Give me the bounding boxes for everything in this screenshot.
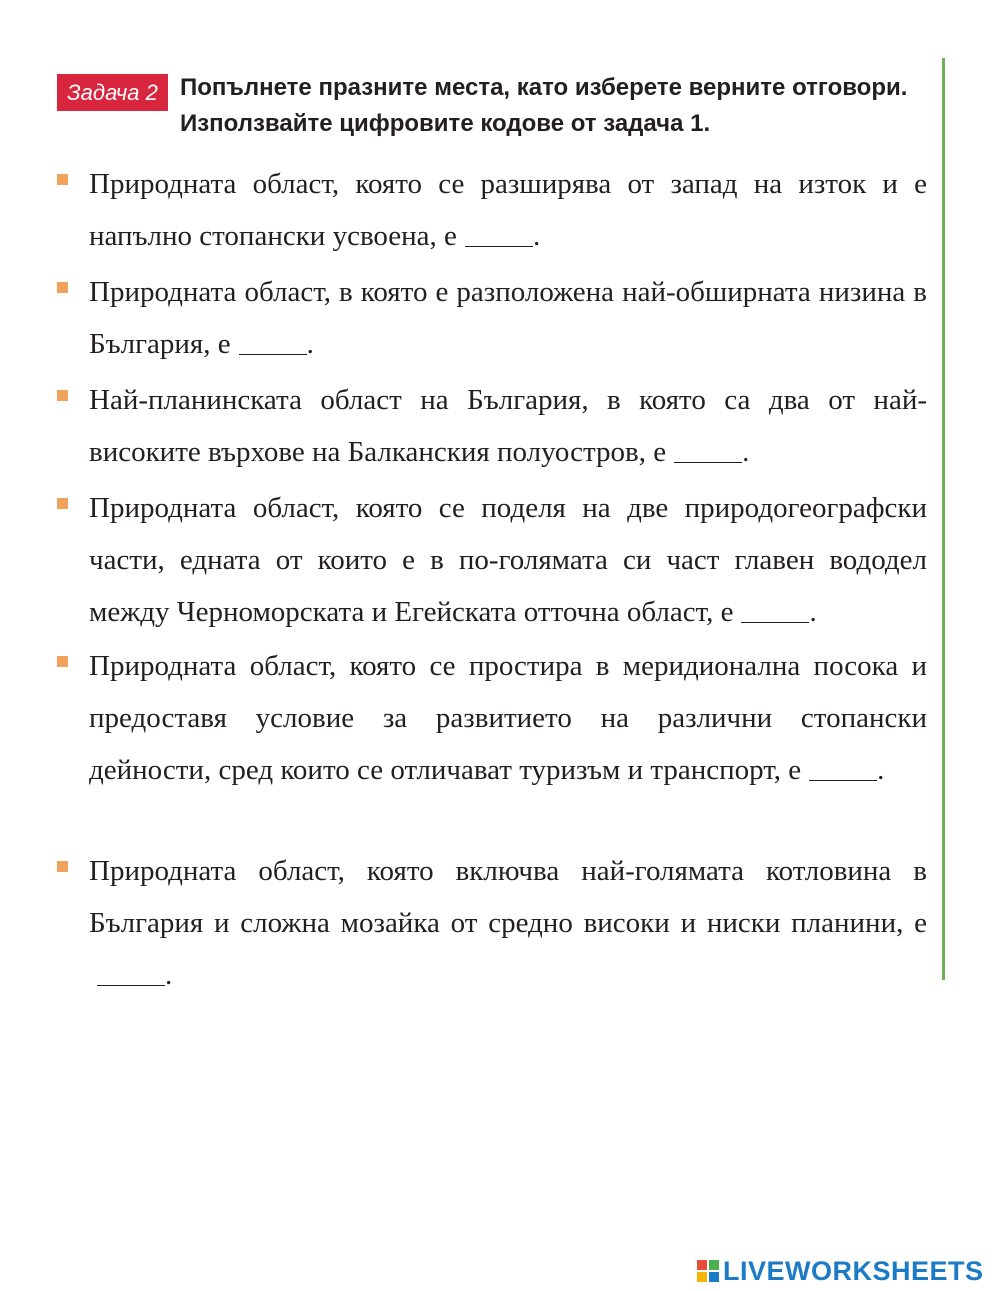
logo-block-red [697, 1260, 707, 1270]
task-badge: Задача 2 [57, 74, 168, 111]
bullet-icon [57, 861, 68, 872]
logo-block-blue [709, 1272, 719, 1282]
answer-blank[interactable] [239, 325, 307, 355]
item-text: Най-планинската област на България, в която са два от най-високите върхове на Балканския полуостров, е . [89, 384, 927, 468]
answer-blank[interactable] [97, 956, 165, 986]
logo-icon [697, 1260, 719, 1282]
logo-block-green [709, 1260, 719, 1270]
item-text: Природната област, която се поделя на две природогеографски части, едната от които е в по-голямата си част главен вододел между Черноморската и Егейската отточна област, е . [89, 492, 927, 628]
bullet-icon [57, 498, 68, 509]
liveworksheets-logo[interactable] [697, 1256, 984, 1286]
page-divider-line [942, 58, 945, 980]
item-text: Природната област, в която е разположена най-обширната низина в България, е . [89, 276, 927, 360]
item-text: Природната област, която се разширява от запад на изток и е напълно стопански усвоена, е . [89, 168, 927, 252]
bullet-icon [57, 656, 68, 667]
logo-text: LIVEWORKSHEETS [723, 1255, 984, 1286]
answer-blank[interactable] [465, 217, 533, 247]
bullet-icon [57, 282, 68, 293]
answer-blank[interactable] [809, 751, 877, 781]
answer-blank[interactable] [674, 433, 742, 463]
answer-blank[interactable] [741, 593, 809, 623]
task-instruction: Попълнете празните места, като изберете верните отговори. Използвайте цифровите кодове от задача 1. [180, 74, 908, 137]
item-text: Природната област, която се простира в меридионална посока и предоставя условие за развитието на различни стопански дейности, сред които се отличават туризъм и транспорт, е . [89, 650, 927, 786]
bullet-icon [57, 174, 68, 185]
logo-block-yellow [697, 1272, 707, 1282]
bullet-icon [57, 390, 68, 401]
item-text: Природната област, която включва най-голямата котловина в България и сложна мозайка от средно високи и ниски планини, е. [89, 855, 927, 991]
